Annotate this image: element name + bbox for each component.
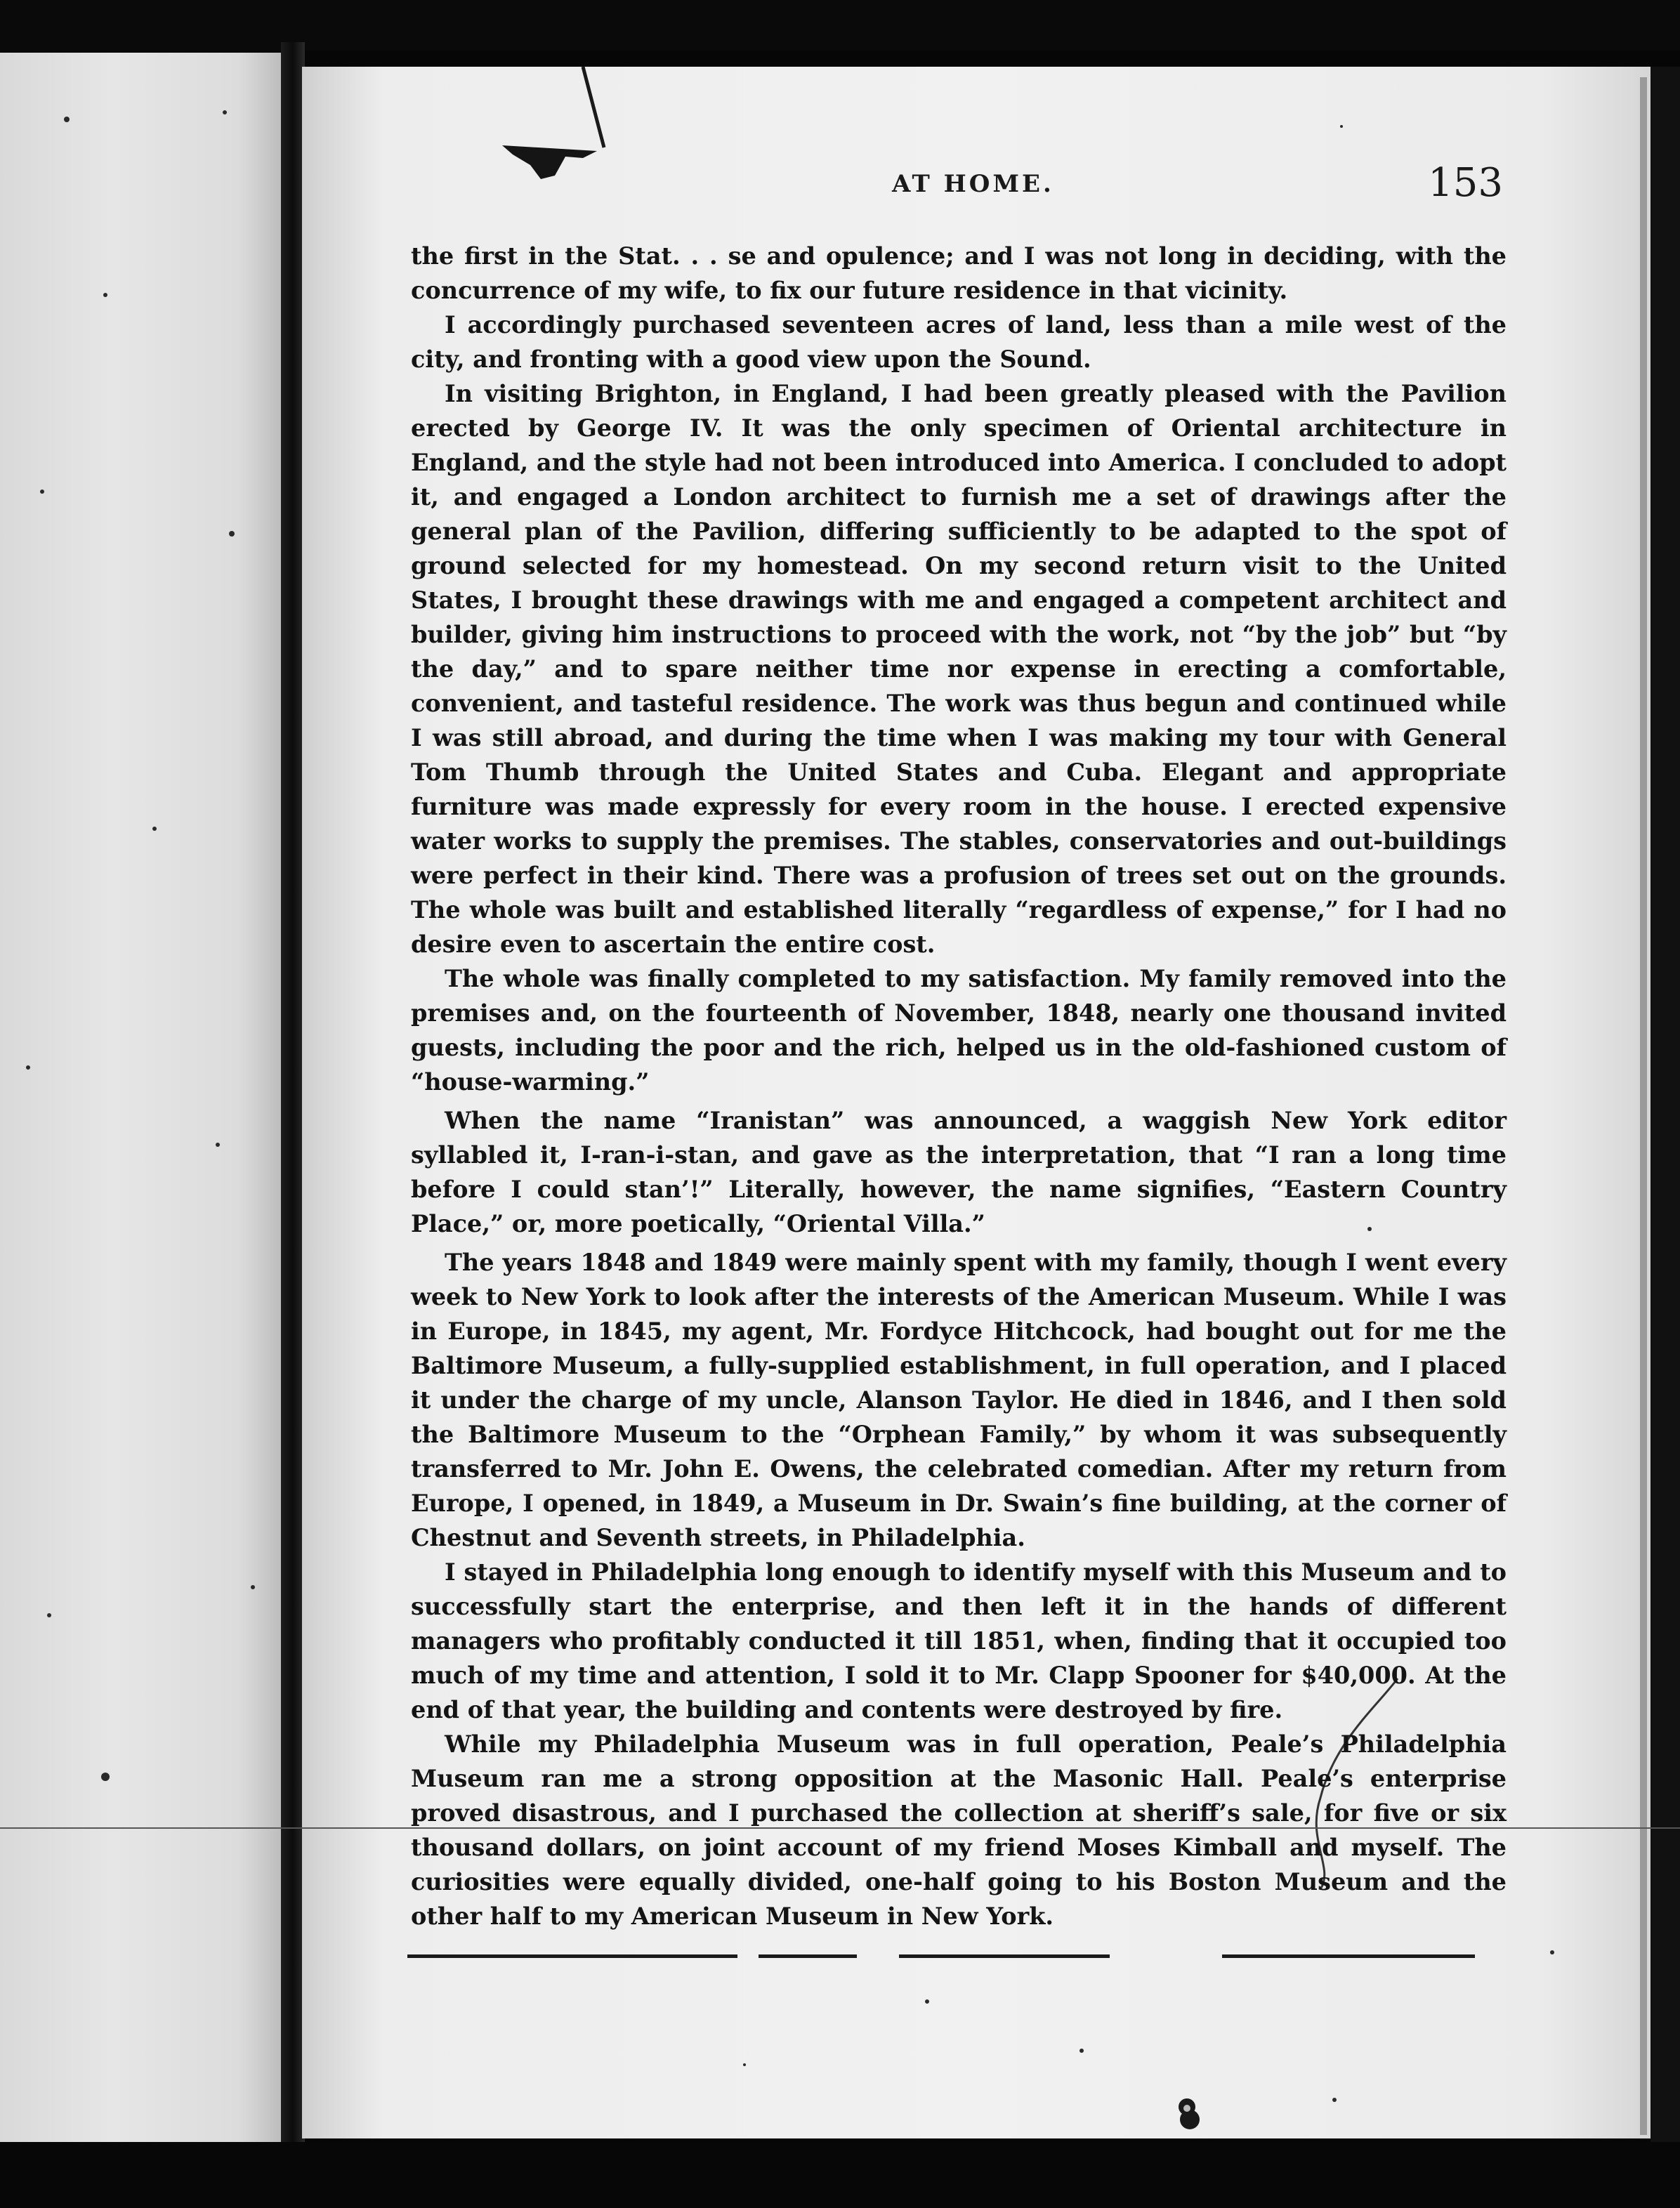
scan-border-bottom — [0, 2142, 1680, 2208]
paragraph: The whole was finally completed to my satisfaction. My family removed into the premises and, on the fourteenth of November, 1848, nearly one thousand invited guests, including the poor and the rich, helped us in the old-fashioned custom of “house-warming.” — [411, 965, 1507, 1096]
paragraph: In visiting Brighton, in England, I had been greatly pleased with the Pavilion erected by George IV. It was the only specimen of Oriental architecture in England, and the style had not been introduced into America. I concluded to adopt it, and engaged a London architect to furnish me a set of drawings after the general plan of the Pavilion, differing sufficiently to be adapted to the spot of ground selected for my homestead. On my second return visit to the United States, I brought these drawings with me and engaged a competent architect and builder, giving him instructions to proceed with the work, not “by the job” but “by the day,” and to spare neither time nor expense in erecting a comfortable, convenient, and tasteful residence. The work was thus begun and continued while I was still abroad, and during the time when I was making my tour with General Tom Thumb through the United States and Cuba. Elegant and appropriate furniture was made expressly for every room in the house. I erected expensive water works to supply the premises. The stables, conservatories and out-buildings were perfect in their kind. There was a profusion of trees set out on the grounds. The whole was built and established literally “regardless of expense,” for I had no desire even to ascertain the entire cost. — [411, 380, 1507, 958]
ink-smudge — [1166, 2090, 1208, 2132]
section-rule — [407, 1954, 1475, 1963]
scan-border-top — [0, 0, 1680, 51]
body-text — [411, 239, 1507, 1933]
running-head: AT HOME. — [892, 170, 1054, 198]
paragraph: While my Philadelphia Museum was in full operation, Peale’s Philadelphia Museum ran me a strong opposition at the Masonic Hall. Peale’s enterprise proved disastrous, and I purchased the collection at sheriff’s sale, for five or six thousand dollars, on joint account of my friend Moses Kimball and myself. The curiosities were equally divided, one-half going to his Boston Museum and the other half to my American Museum in New York. — [411, 1730, 1507, 1930]
scan-scratch-line — [0, 1827, 1680, 1829]
scan-border-right — [1651, 67, 1680, 2142]
paragraph: I stayed in Philadelphia long enough to identify myself with this Museum and to successfully start the enterprise, and then left it in the hands of different managers who profitably conducted it till 1851, when, finding that it occupied too much of my time and attention, I sold it to Mr. Clapp Spooner for $40,000. At the end of that year, the building and contents were destroyed by fire. — [411, 1558, 1507, 1723]
paragraph: I accordingly purchased seventeen acres of land, less than a mile west of the city, and fronting with a good view upon the Sound. — [411, 311, 1507, 373]
paragraph: The years 1848 and 1849 were mainly spent with my family, though I went every week to New York to look after the interests of the American Museum. While I was in Europe, in 1845, my agent, Mr. Fordyce Hitchcock, had bought out for me the Baltimore Museum, a fully-supplied establishment, in full operation, and I placed it under the charge of my uncle, Alanson Taylor. He died in 1846, and I then sold the Baltimore Museum to the “Orphean Family,” by whom it was subsequently transferred to Mr. John E. Owens, the celebrated comedian. After my return from Europe, I opened, in 1849, a Museum in Dr. Swain’s fine building, at the corner of Chestnut and Seventh streets, in Philadelphia. — [411, 1249, 1507, 1551]
page-header — [407, 160, 1503, 216]
paragraph: When the name “Iranistan” was announced, a waggish New York editor syllabled it, I-ran-i-stan, and gave as the interpretation, that “I ran a long time before I could stan’!” Literally, however, the name signifies, “Eastern Country Place,” or, more poetically, “Oriental Villa.” — [411, 1107, 1507, 1237]
page-edge — [1640, 77, 1647, 2135]
paragraph: the first in the Stat. . . se and opulence; and I was not long in deciding, with the concurrence of my wife, to fix our future residence in that vicinity. — [411, 242, 1507, 304]
page-number: 153 — [1428, 160, 1503, 206]
